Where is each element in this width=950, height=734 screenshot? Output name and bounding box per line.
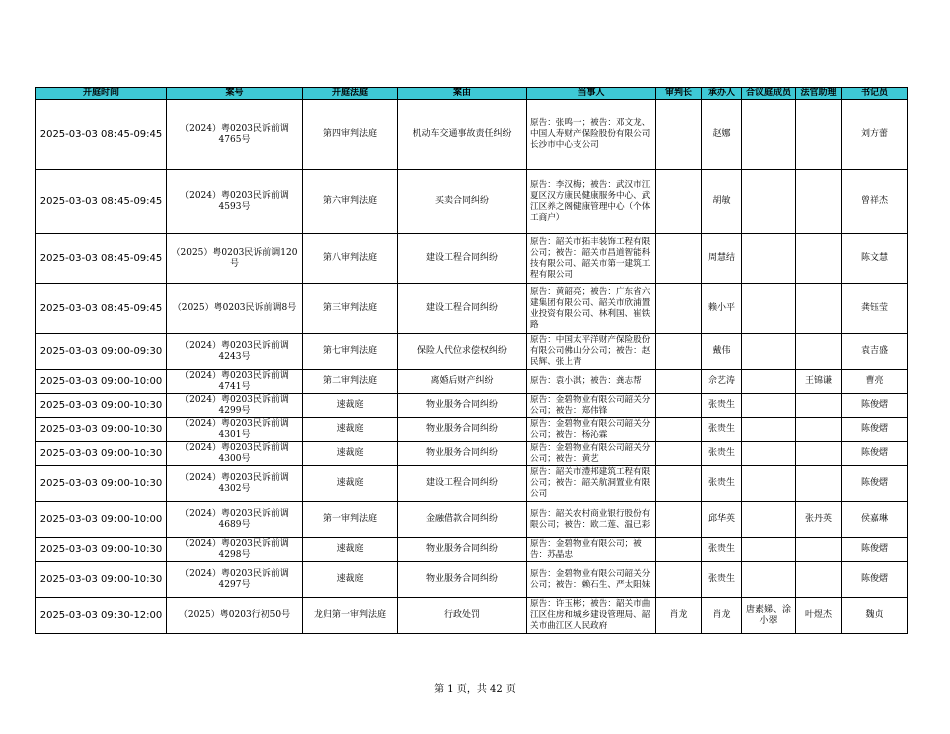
handler-cell: 张贵生 (702, 466, 742, 502)
table-row (36, 538, 908, 562)
assistant-cell (796, 334, 842, 370)
cause-cell: 离婚后财产纠纷 (398, 370, 527, 394)
clerk-cell: 陈俊熠 (842, 418, 908, 442)
parties-cell: 原告：韶关市拓丰装饰工程有限公司；被告：韶关市昌道智能科技有限公司、韶关市第一建筑工程有限公司 (527, 234, 656, 284)
time-cell: 2025-03-03 08:45-09:45 (36, 284, 167, 334)
clerk-cell: 陈俊熠 (842, 442, 908, 466)
handler-cell: 周慧结 (702, 234, 742, 284)
col-header-clerk: 书记员 (842, 88, 908, 100)
clerk-cell: 陈俊熠 (842, 466, 908, 502)
parties-cell: 原告：金碧物业有限公司韶关分公司；被告：赖石生、严太阳妹 (527, 562, 656, 598)
col-header-chief-judge: 审判长 (656, 88, 702, 100)
court-cell: 龙归第一审判法庭 (303, 598, 398, 634)
court-cell: 第一审判法庭 (303, 502, 398, 538)
time-cell: 2025-03-03 09:00-10:30 (36, 394, 167, 418)
table-row (36, 598, 908, 634)
clerk-cell: 刘方蕾 (842, 100, 908, 170)
time-cell: 2025-03-03 09:30-12:00 (36, 598, 167, 634)
panel-cell (742, 284, 796, 334)
case-number-cell: （2025）粤0203民诉前调8号 (167, 284, 303, 334)
case-number-cell: （2024）粤0203民诉前调4298号 (167, 538, 303, 562)
chief-judge-cell (656, 538, 702, 562)
col-header-parties: 当事人 (527, 88, 656, 100)
assistant-cell (796, 170, 842, 234)
chief-judge-cell (656, 284, 702, 334)
case-number-cell: （2024）粤0203民诉前调4741号 (167, 370, 303, 394)
court-cell: 第二审判法庭 (303, 370, 398, 394)
time-cell: 2025-03-03 09:00-09:30 (36, 334, 167, 370)
table-row (36, 334, 908, 370)
col-header-time: 开庭时间 (36, 88, 167, 100)
handler-cell: 戴伟 (702, 334, 742, 370)
assistant-cell (796, 394, 842, 418)
cause-cell: 金融借款合同纠纷 (398, 502, 527, 538)
assistant-cell (796, 418, 842, 442)
chief-judge-cell (656, 466, 702, 502)
assistant-cell: 王锦谦 (796, 370, 842, 394)
time-cell: 2025-03-03 08:45-09:45 (36, 170, 167, 234)
chief-judge-cell (656, 442, 702, 466)
chief-judge-cell (656, 370, 702, 394)
handler-cell: 张贵生 (702, 418, 742, 442)
parties-cell: 原告：李汉梅；被告：武汉市江夏区汉方康民健康服务中心、武江区养之阁健康管理中心（个体工商户） (527, 170, 656, 234)
chief-judge-cell (656, 100, 702, 170)
case-number-cell: （2024）粤0203民诉前调4299号 (167, 394, 303, 418)
table-row (36, 234, 908, 284)
time-cell: 2025-03-03 09:00-10:00 (36, 502, 167, 538)
table-row (36, 394, 908, 418)
hearing-schedule-table (35, 87, 908, 634)
case-number-cell: （2024）粤0203民诉前调4301号 (167, 418, 303, 442)
cause-cell: 机动车交通事故责任纠纷 (398, 100, 527, 170)
clerk-cell: 魏贞 (842, 598, 908, 634)
chief-judge-cell (656, 334, 702, 370)
handler-cell: 赵娜 (702, 100, 742, 170)
time-cell: 2025-03-03 09:00-10:00 (36, 370, 167, 394)
case-number-cell: （2025）粤0203行初50号 (167, 598, 303, 634)
col-header-panel: 合议庭成员 (742, 88, 796, 100)
handler-cell: 张贵生 (702, 442, 742, 466)
clerk-cell: 曾祥杰 (842, 170, 908, 234)
col-header-handler: 承办人 (702, 88, 742, 100)
parties-cell: 原告：金碧物业有限公司；被告：苏晶忠 (527, 538, 656, 562)
table-row (36, 370, 908, 394)
case-number-cell: （2024）粤0203民诉前调4593号 (167, 170, 303, 234)
table-row (36, 562, 908, 598)
table-row (36, 442, 908, 466)
case-number-cell: （2024）粤0203民诉前调4300号 (167, 442, 303, 466)
parties-cell: 原告：张鸣一；被告：邓文龙、中国人寿财产保险股份有限公司长沙市中心支公司 (527, 100, 656, 170)
clerk-cell: 陈俊熠 (842, 538, 908, 562)
handler-cell: 赖小平 (702, 284, 742, 334)
case-number-cell: （2024）粤0203民诉前调4765号 (167, 100, 303, 170)
handler-cell: 邱华英 (702, 502, 742, 538)
cause-cell: 买卖合同纠纷 (398, 170, 527, 234)
page-footer: 第 1 页，共 42 页 (434, 684, 516, 695)
panel-cell (742, 562, 796, 598)
parties-cell: 原告：金碧物业有限公司韶关分公司；被告：郑伟锋 (527, 394, 656, 418)
assistant-cell (796, 442, 842, 466)
court-cell: 第四审判法庭 (303, 100, 398, 170)
table-row (36, 466, 908, 502)
chief-judge-cell (656, 418, 702, 442)
chief-judge-cell (656, 562, 702, 598)
panel-cell (742, 170, 796, 234)
parties-cell: 原告：金碧物业有限公司韶关分公司；被告：黄艺 (527, 442, 656, 466)
case-number-cell: （2024）粤0203民诉前调4689号 (167, 502, 303, 538)
table-row (36, 284, 908, 334)
cause-cell: 建设工程合同纠纷 (398, 284, 527, 334)
court-cell: 速裁庭 (303, 466, 398, 502)
header-row (36, 88, 908, 100)
handler-cell: 胡敏 (702, 170, 742, 234)
parties-cell: 原告：黄韶亮；被告：广东省六建集团有限公司、韶关市欣浦置业投资有限公司、林利国、崔铁路 (527, 284, 656, 334)
case-number-cell: （2024）粤0203民诉前调4302号 (167, 466, 303, 502)
time-cell: 2025-03-03 09:00-10:30 (36, 418, 167, 442)
court-cell: 第八审判法庭 (303, 234, 398, 284)
table-row (36, 170, 908, 234)
col-header-case-no: 案号 (167, 88, 303, 100)
panel-cell (742, 394, 796, 418)
court-cell: 速裁庭 (303, 442, 398, 466)
cause-cell: 物业服务合同纠纷 (398, 394, 527, 418)
court-cell: 速裁庭 (303, 562, 398, 598)
panel-cell (742, 334, 796, 370)
panel-cell (742, 370, 796, 394)
handler-cell: 张贵生 (702, 538, 742, 562)
time-cell: 2025-03-03 09:00-10:30 (36, 466, 167, 502)
chief-judge-cell (656, 502, 702, 538)
col-header-assistant: 法官助理 (796, 88, 842, 100)
clerk-cell: 袁吉盛 (842, 334, 908, 370)
clerk-cell: 陈文慧 (842, 234, 908, 284)
panel-cell (742, 538, 796, 562)
case-number-cell: （2024）粤0203民诉前调4243号 (167, 334, 303, 370)
court-cell: 第七审判法庭 (303, 334, 398, 370)
panel-cell (742, 234, 796, 284)
clerk-cell: 侯嘉琳 (842, 502, 908, 538)
cause-cell: 物业服务合同纠纷 (398, 562, 527, 598)
parties-cell: 原告：金碧物业有限公司韶关分公司；被告：杨沁霖 (527, 418, 656, 442)
court-cell: 速裁庭 (303, 538, 398, 562)
case-number-cell: （2025）粤0203民诉前调120号 (167, 234, 303, 284)
assistant-cell (796, 100, 842, 170)
parties-cell: 原告：韶关市澧邦建筑工程有限公司；被告：韶关航洞置业有限公司 (527, 466, 656, 502)
parties-cell: 原告：中国太平洋财产保险股份有限公司佛山分公司；被告：赵民辉、张上青 (527, 334, 656, 370)
time-cell: 2025-03-03 09:00-10:30 (36, 442, 167, 466)
assistant-cell (796, 234, 842, 284)
panel-cell (742, 100, 796, 170)
table-row (36, 502, 908, 538)
time-cell: 2025-03-03 09:00-10:30 (36, 562, 167, 598)
court-cell: 第六审判法庭 (303, 170, 398, 234)
handler-cell: 张贵生 (702, 394, 742, 418)
chief-judge-cell (656, 234, 702, 284)
parties-cell: 原告：袁小淇；被告：龚志帮 (527, 370, 656, 394)
panel-cell (742, 502, 796, 538)
handler-cell: 佘艺涛 (702, 370, 742, 394)
cause-cell: 建设工程合同纠纷 (398, 234, 527, 284)
assistant-cell (796, 538, 842, 562)
chief-judge-cell (656, 394, 702, 418)
cause-cell: 物业服务合同纠纷 (398, 442, 527, 466)
cause-cell: 物业服务合同纠纷 (398, 538, 527, 562)
panel-cell (742, 418, 796, 442)
court-cell: 速裁庭 (303, 394, 398, 418)
col-header-court: 开庭法庭 (303, 88, 398, 100)
cause-cell: 建设工程合同纠纷 (398, 466, 527, 502)
assistant-cell: 叶煜杰 (796, 598, 842, 634)
col-header-cause: 案由 (398, 88, 527, 100)
table-row (36, 418, 908, 442)
assistant-cell: 张丹英 (796, 502, 842, 538)
court-cell: 第三审判法庭 (303, 284, 398, 334)
case-number-cell: （2024）粤0203民诉前调4297号 (167, 562, 303, 598)
assistant-cell (796, 284, 842, 334)
cause-cell: 物业服务合同纠纷 (398, 418, 527, 442)
clerk-cell: 陈俊熠 (842, 562, 908, 598)
time-cell: 2025-03-03 08:45-09:45 (36, 234, 167, 284)
chief-judge-cell (656, 170, 702, 234)
time-cell: 2025-03-03 08:45-09:45 (36, 100, 167, 170)
time-cell: 2025-03-03 09:00-10:30 (36, 538, 167, 562)
handler-cell: 张贵生 (702, 562, 742, 598)
clerk-cell: 曹亮 (842, 370, 908, 394)
clerk-cell: 陈俊熠 (842, 394, 908, 418)
chief-judge-cell: 肖龙 (656, 598, 702, 634)
parties-cell: 原告：韶关农村商业银行股份有限公司；被告：欧二莲、温已彩 (527, 502, 656, 538)
cause-cell: 保险人代位求偿权纠纷 (398, 334, 527, 370)
parties-cell: 原告：许玉彬；被告：韶关市曲江区住房和城乡建设管理局、韶关市曲江区人民政府 (527, 598, 656, 634)
cause-cell: 行政处罚 (398, 598, 527, 634)
panel-cell: 唐素娣、涂小翠 (742, 598, 796, 634)
assistant-cell (796, 562, 842, 598)
panel-cell (742, 466, 796, 502)
court-cell: 速裁庭 (303, 418, 398, 442)
panel-cell (742, 442, 796, 466)
handler-cell: 肖龙 (702, 598, 742, 634)
clerk-cell: 龚钰莹 (842, 284, 908, 334)
table-row (36, 100, 908, 170)
assistant-cell (796, 466, 842, 502)
